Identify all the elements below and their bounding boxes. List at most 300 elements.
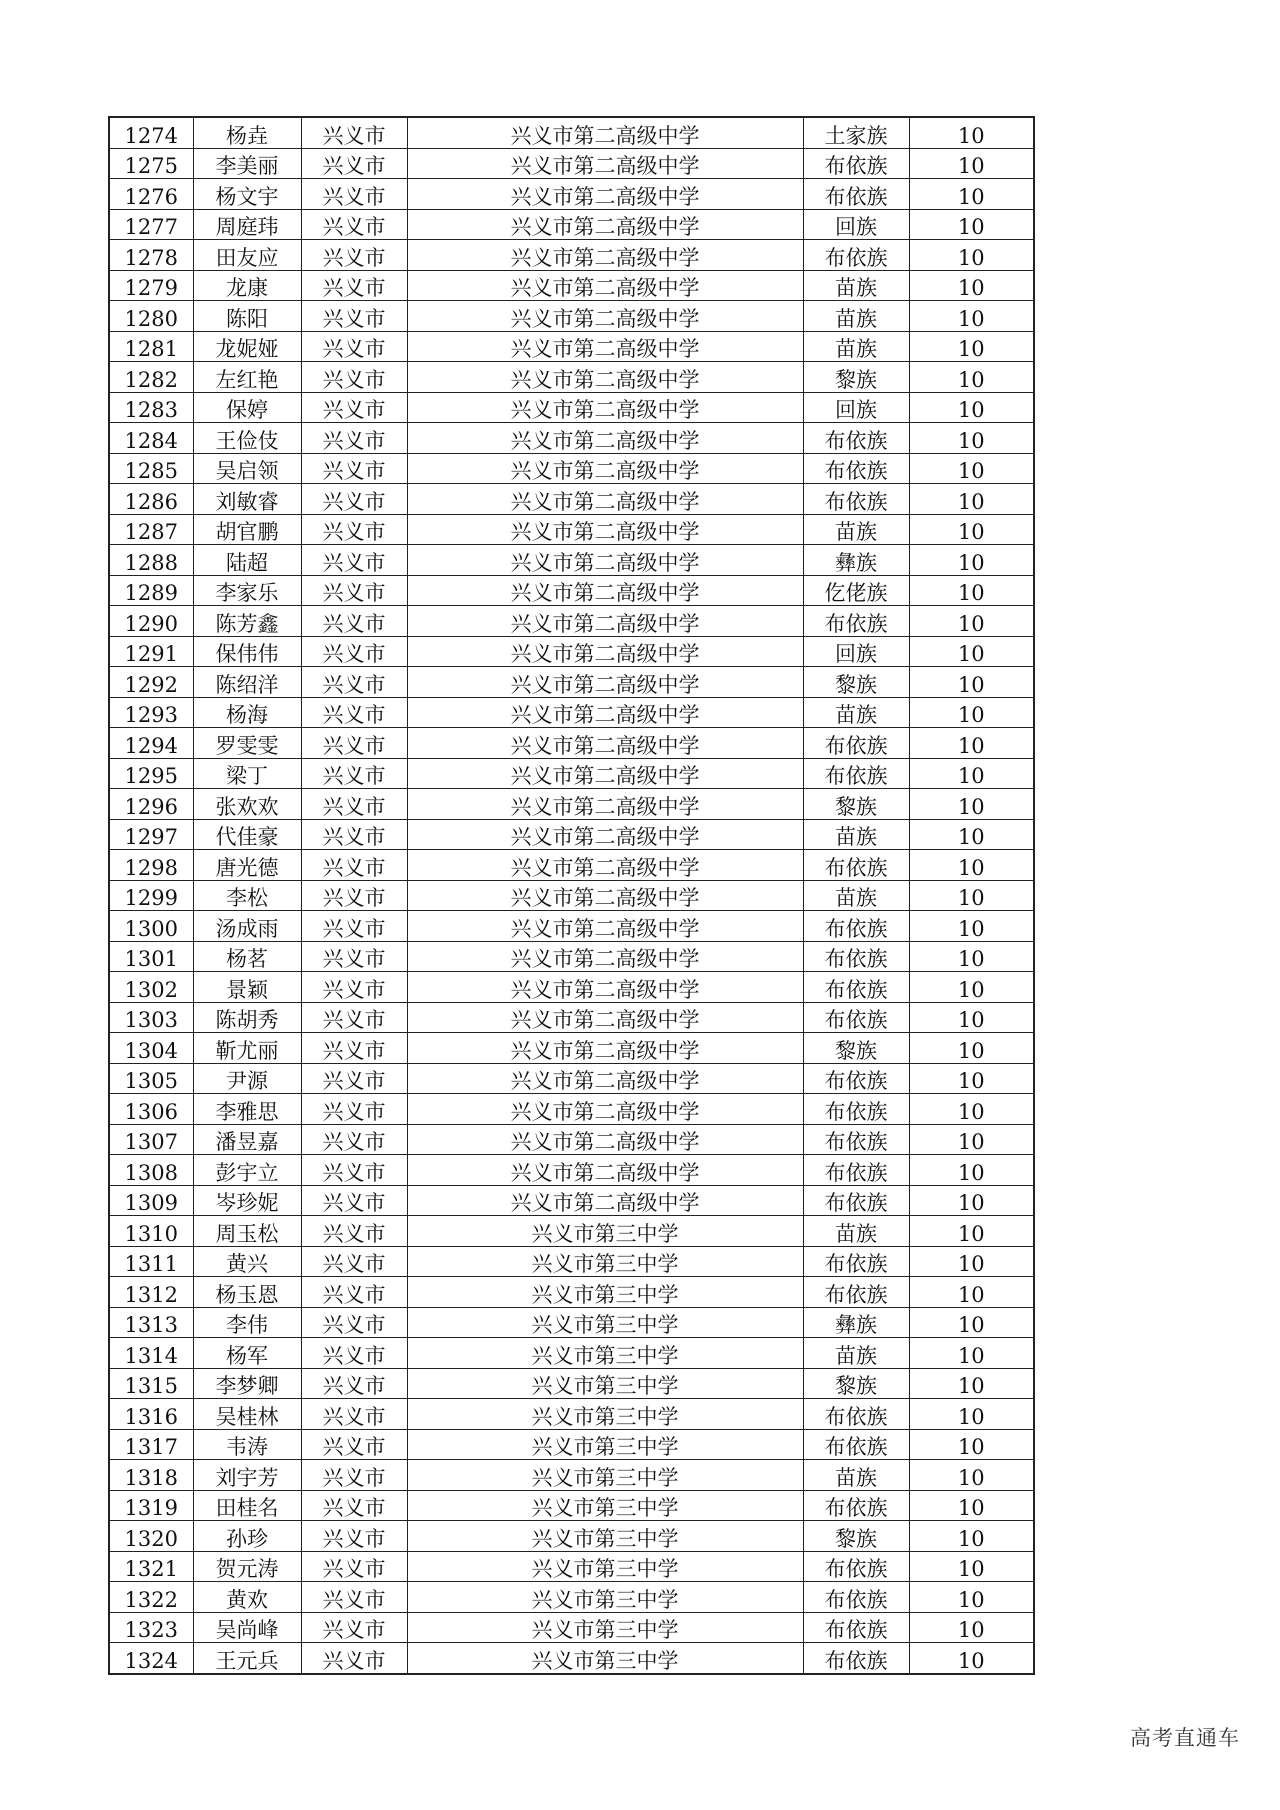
school-cell: 兴义市第二高级中学 (407, 148, 803, 179)
name-cell: 杨军 (193, 1338, 301, 1369)
score-cell: 10 (909, 758, 1034, 789)
ethnicity-cell: 布依族 (803, 941, 909, 972)
score-cell: 10 (909, 148, 1034, 179)
name-cell: 靳尤丽 (193, 1033, 301, 1064)
school-cell: 兴义市第二高级中学 (407, 1185, 803, 1216)
table-row (109, 1582, 1034, 1613)
index-cell: 1293 (109, 697, 193, 728)
table-row (109, 697, 1034, 728)
score-cell: 10 (909, 1399, 1034, 1430)
school-cell: 兴义市第二高级中学 (407, 545, 803, 576)
index-cell: 1321 (109, 1551, 193, 1582)
ethnicity-cell: 布依族 (803, 179, 909, 210)
index-cell: 1306 (109, 1094, 193, 1125)
name-cell: 吴尚峰 (193, 1612, 301, 1643)
name-cell: 吴桂林 (193, 1399, 301, 1430)
school-cell: 兴义市第二高级中学 (407, 972, 803, 1003)
score-cell: 10 (909, 270, 1034, 301)
score-cell: 10 (909, 789, 1034, 820)
name-cell: 唐光德 (193, 850, 301, 881)
roster-table-body (109, 117, 1034, 1674)
ethnicity-cell: 黎族 (803, 362, 909, 393)
name-cell: 胡官鹏 (193, 514, 301, 545)
score-cell: 10 (909, 1490, 1034, 1521)
score-cell: 10 (909, 850, 1034, 881)
county-cell: 兴义市 (301, 331, 407, 362)
table-row (109, 1094, 1034, 1125)
county-cell: 兴义市 (301, 575, 407, 606)
index-cell: 1296 (109, 789, 193, 820)
ethnicity-cell: 苗族 (803, 301, 909, 332)
index-cell: 1281 (109, 331, 193, 362)
score-cell: 10 (909, 1185, 1034, 1216)
table-row (109, 819, 1034, 850)
county-cell: 兴义市 (301, 1582, 407, 1613)
ethnicity-cell: 布依族 (803, 1612, 909, 1643)
ethnicity-cell: 黎族 (803, 667, 909, 698)
county-cell: 兴义市 (301, 240, 407, 271)
county-cell: 兴义市 (301, 1094, 407, 1125)
score-cell: 10 (909, 1429, 1034, 1460)
school-cell: 兴义市第二高级中学 (407, 941, 803, 972)
table-row (109, 484, 1034, 515)
ethnicity-cell: 苗族 (803, 1216, 909, 1247)
ethnicity-cell: 苗族 (803, 331, 909, 362)
watermark-text: 高考直通车 (1130, 1726, 1240, 1750)
name-cell: 黄兴 (193, 1246, 301, 1277)
score-cell: 10 (909, 392, 1034, 423)
ethnicity-cell: 苗族 (803, 1460, 909, 1491)
school-cell: 兴义市第三中学 (407, 1551, 803, 1582)
index-cell: 1275 (109, 148, 193, 179)
name-cell: 田友应 (193, 240, 301, 271)
ethnicity-cell: 布依族 (803, 1155, 909, 1186)
index-cell: 1280 (109, 301, 193, 332)
county-cell: 兴义市 (301, 1368, 407, 1399)
ethnicity-cell: 黎族 (803, 1368, 909, 1399)
ethnicity-cell: 布依族 (803, 240, 909, 271)
ethnicity-cell: 布依族 (803, 453, 909, 484)
ethnicity-cell: 仡佬族 (803, 575, 909, 606)
table-row (109, 1216, 1034, 1247)
ethnicity-cell: 布依族 (803, 1277, 909, 1308)
table-row (109, 1338, 1034, 1369)
index-cell: 1310 (109, 1216, 193, 1247)
school-cell: 兴义市第三中学 (407, 1246, 803, 1277)
table-row (109, 1277, 1034, 1308)
score-cell: 10 (909, 1246, 1034, 1277)
table-row (109, 1612, 1034, 1643)
school-cell: 兴义市第二高级中学 (407, 301, 803, 332)
index-cell: 1285 (109, 453, 193, 484)
ethnicity-cell: 布依族 (803, 758, 909, 789)
school-cell: 兴义市第二高级中学 (407, 911, 803, 942)
county-cell: 兴义市 (301, 850, 407, 881)
name-cell: 潘昱嘉 (193, 1124, 301, 1155)
index-cell: 1301 (109, 941, 193, 972)
table-row (109, 728, 1034, 759)
school-cell: 兴义市第二高级中学 (407, 1094, 803, 1125)
score-cell: 10 (909, 514, 1034, 545)
name-cell: 周玉松 (193, 1216, 301, 1247)
index-cell: 1318 (109, 1460, 193, 1491)
score-cell: 10 (909, 941, 1034, 972)
county-cell: 兴义市 (301, 392, 407, 423)
ethnicity-cell: 布依族 (803, 1094, 909, 1125)
name-cell: 陈阳 (193, 301, 301, 332)
index-cell: 1297 (109, 819, 193, 850)
table-row (109, 392, 1034, 423)
index-cell: 1279 (109, 270, 193, 301)
ethnicity-cell: 回族 (803, 636, 909, 667)
index-cell: 1300 (109, 911, 193, 942)
name-cell: 刘宇芳 (193, 1460, 301, 1491)
county-cell: 兴义市 (301, 514, 407, 545)
school-cell: 兴义市第二高级中学 (407, 362, 803, 393)
name-cell: 周庭玮 (193, 209, 301, 240)
ethnicity-cell: 布依族 (803, 1002, 909, 1033)
county-cell: 兴义市 (301, 179, 407, 210)
county-cell: 兴义市 (301, 697, 407, 728)
school-cell: 兴义市第二高级中学 (407, 179, 803, 210)
county-cell: 兴义市 (301, 972, 407, 1003)
county-cell: 兴义市 (301, 911, 407, 942)
school-cell: 兴义市第二高级中学 (407, 331, 803, 362)
index-cell: 1289 (109, 575, 193, 606)
name-cell: 杨玉恩 (193, 1277, 301, 1308)
name-cell: 龙康 (193, 270, 301, 301)
table-row (109, 758, 1034, 789)
table-row (109, 911, 1034, 942)
county-cell: 兴义市 (301, 1612, 407, 1643)
ethnicity-cell: 苗族 (803, 270, 909, 301)
table-row (109, 1643, 1034, 1674)
table-row (109, 850, 1034, 881)
school-cell: 兴义市第三中学 (407, 1429, 803, 1460)
table-row (109, 1307, 1034, 1338)
county-cell: 兴义市 (301, 1185, 407, 1216)
index-cell: 1286 (109, 484, 193, 515)
table-row (109, 941, 1034, 972)
school-cell: 兴义市第三中学 (407, 1643, 803, 1674)
index-cell: 1322 (109, 1582, 193, 1613)
ethnicity-cell: 回族 (803, 209, 909, 240)
name-cell: 陈绍洋 (193, 667, 301, 698)
county-cell: 兴义市 (301, 301, 407, 332)
county-cell: 兴义市 (301, 1429, 407, 1460)
score-cell: 10 (909, 117, 1034, 148)
table-row (109, 1185, 1034, 1216)
index-cell: 1294 (109, 728, 193, 759)
score-cell: 10 (909, 1582, 1034, 1613)
score-cell: 10 (909, 972, 1034, 1003)
name-cell: 陈芳鑫 (193, 606, 301, 637)
table-row (109, 636, 1034, 667)
score-cell: 10 (909, 301, 1034, 332)
ethnicity-cell: 苗族 (803, 1338, 909, 1369)
score-cell: 10 (909, 362, 1034, 393)
school-cell: 兴义市第二高级中学 (407, 728, 803, 759)
score-cell: 10 (909, 1368, 1034, 1399)
name-cell: 李美丽 (193, 148, 301, 179)
county-cell: 兴义市 (301, 1521, 407, 1552)
table-row (109, 1155, 1034, 1186)
score-cell: 10 (909, 1460, 1034, 1491)
school-cell: 兴义市第二高级中学 (407, 1124, 803, 1155)
index-cell: 1295 (109, 758, 193, 789)
index-cell: 1287 (109, 514, 193, 545)
school-cell: 兴义市第二高级中学 (407, 209, 803, 240)
table-row (109, 667, 1034, 698)
index-cell: 1303 (109, 1002, 193, 1033)
county-cell: 兴义市 (301, 117, 407, 148)
name-cell: 孙珍 (193, 1521, 301, 1552)
name-cell: 彭宇立 (193, 1155, 301, 1186)
name-cell: 杨茗 (193, 941, 301, 972)
table-row (109, 972, 1034, 1003)
name-cell: 吴启领 (193, 453, 301, 484)
school-cell: 兴义市第二高级中学 (407, 1002, 803, 1033)
ethnicity-cell: 布依族 (803, 1551, 909, 1582)
name-cell: 贺元涛 (193, 1551, 301, 1582)
table-row (109, 209, 1034, 240)
county-cell: 兴义市 (301, 1643, 407, 1674)
county-cell: 兴义市 (301, 1460, 407, 1491)
school-cell: 兴义市第三中学 (407, 1338, 803, 1369)
school-cell: 兴义市第二高级中学 (407, 880, 803, 911)
score-cell: 10 (909, 667, 1034, 698)
county-cell: 兴义市 (301, 484, 407, 515)
score-cell: 10 (909, 1338, 1034, 1369)
school-cell: 兴义市第二高级中学 (407, 117, 803, 148)
score-cell: 10 (909, 209, 1034, 240)
school-cell: 兴义市第三中学 (407, 1521, 803, 1552)
score-cell: 10 (909, 1216, 1034, 1247)
table-row (109, 453, 1034, 484)
table-row (109, 1490, 1034, 1521)
score-cell: 10 (909, 911, 1034, 942)
ethnicity-cell: 回族 (803, 392, 909, 423)
index-cell: 1283 (109, 392, 193, 423)
index-cell: 1307 (109, 1124, 193, 1155)
ethnicity-cell: 布依族 (803, 1490, 909, 1521)
index-cell: 1277 (109, 209, 193, 240)
index-cell: 1319 (109, 1490, 193, 1521)
score-cell: 10 (909, 1094, 1034, 1125)
index-cell: 1324 (109, 1643, 193, 1674)
index-cell: 1314 (109, 1338, 193, 1369)
score-cell: 10 (909, 819, 1034, 850)
name-cell: 刘敏睿 (193, 484, 301, 515)
school-cell: 兴义市第二高级中学 (407, 789, 803, 820)
index-cell: 1291 (109, 636, 193, 667)
school-cell: 兴义市第二高级中学 (407, 392, 803, 423)
county-cell: 兴义市 (301, 1307, 407, 1338)
table-row (109, 514, 1034, 545)
county-cell: 兴义市 (301, 362, 407, 393)
county-cell: 兴义市 (301, 1002, 407, 1033)
county-cell: 兴义市 (301, 880, 407, 911)
score-cell: 10 (909, 240, 1034, 271)
name-cell: 保婷 (193, 392, 301, 423)
county-cell: 兴义市 (301, 1338, 407, 1369)
school-cell: 兴义市第二高级中学 (407, 667, 803, 698)
school-cell: 兴义市第二高级中学 (407, 758, 803, 789)
name-cell: 罗雯雯 (193, 728, 301, 759)
index-cell: 1278 (109, 240, 193, 271)
school-cell: 兴义市第三中学 (407, 1277, 803, 1308)
name-cell: 景颖 (193, 972, 301, 1003)
school-cell: 兴义市第二高级中学 (407, 1063, 803, 1094)
index-cell: 1320 (109, 1521, 193, 1552)
school-cell: 兴义市第二高级中学 (407, 484, 803, 515)
index-cell: 1305 (109, 1063, 193, 1094)
ethnicity-cell: 苗族 (803, 697, 909, 728)
name-cell: 王元兵 (193, 1643, 301, 1674)
table-row (109, 1246, 1034, 1277)
county-cell: 兴义市 (301, 1033, 407, 1064)
county-cell: 兴义市 (301, 270, 407, 301)
school-cell: 兴义市第二高级中学 (407, 697, 803, 728)
roster-table (108, 116, 1035, 1675)
table-row (109, 331, 1034, 362)
index-cell: 1304 (109, 1033, 193, 1064)
index-cell: 1282 (109, 362, 193, 393)
table-row (109, 1063, 1034, 1094)
index-cell: 1308 (109, 1155, 193, 1186)
county-cell: 兴义市 (301, 758, 407, 789)
score-cell: 10 (909, 1551, 1034, 1582)
county-cell: 兴义市 (301, 1124, 407, 1155)
name-cell: 黄欢 (193, 1582, 301, 1613)
school-cell: 兴义市第三中学 (407, 1460, 803, 1491)
score-cell: 10 (909, 331, 1034, 362)
ethnicity-cell: 布依族 (803, 423, 909, 454)
ethnicity-cell: 布依族 (803, 1429, 909, 1460)
index-cell: 1292 (109, 667, 193, 698)
table-row (109, 1460, 1034, 1491)
county-cell: 兴义市 (301, 545, 407, 576)
score-cell: 10 (909, 453, 1034, 484)
ethnicity-cell: 布依族 (803, 911, 909, 942)
score-cell: 10 (909, 1033, 1034, 1064)
ethnicity-cell: 布依族 (803, 1399, 909, 1430)
school-cell: 兴义市第三中学 (407, 1368, 803, 1399)
index-cell: 1288 (109, 545, 193, 576)
score-cell: 10 (909, 1124, 1034, 1155)
index-cell: 1312 (109, 1277, 193, 1308)
index-cell: 1299 (109, 880, 193, 911)
county-cell: 兴义市 (301, 423, 407, 454)
county-cell: 兴义市 (301, 148, 407, 179)
index-cell: 1290 (109, 606, 193, 637)
school-cell: 兴义市第二高级中学 (407, 453, 803, 484)
table-row (109, 1002, 1034, 1033)
table-row (109, 270, 1034, 301)
county-cell: 兴义市 (301, 453, 407, 484)
table-row (109, 1429, 1034, 1460)
school-cell: 兴义市第二高级中学 (407, 423, 803, 454)
index-cell: 1315 (109, 1368, 193, 1399)
ethnicity-cell: 彝族 (803, 545, 909, 576)
school-cell: 兴义市第二高级中学 (407, 514, 803, 545)
ethnicity-cell: 土家族 (803, 117, 909, 148)
county-cell: 兴义市 (301, 606, 407, 637)
index-cell: 1311 (109, 1246, 193, 1277)
county-cell: 兴义市 (301, 636, 407, 667)
score-cell: 10 (909, 1155, 1034, 1186)
county-cell: 兴义市 (301, 667, 407, 698)
index-cell: 1317 (109, 1429, 193, 1460)
ethnicity-cell: 布依族 (803, 606, 909, 637)
ethnicity-cell: 布依族 (803, 1246, 909, 1277)
school-cell: 兴义市第二高级中学 (407, 606, 803, 637)
name-cell: 保伟伟 (193, 636, 301, 667)
ethnicity-cell: 苗族 (803, 514, 909, 545)
table-row (109, 423, 1034, 454)
score-cell: 10 (909, 1643, 1034, 1674)
name-cell: 李梦卿 (193, 1368, 301, 1399)
table-row (109, 575, 1034, 606)
table-row (109, 362, 1034, 393)
index-cell: 1316 (109, 1399, 193, 1430)
score-cell: 10 (909, 697, 1034, 728)
ethnicity-cell: 布依族 (803, 1124, 909, 1155)
ethnicity-cell: 布依族 (803, 1643, 909, 1674)
table-row (109, 179, 1034, 210)
ethnicity-cell: 黎族 (803, 1521, 909, 1552)
score-cell: 10 (909, 545, 1034, 576)
school-cell: 兴义市第三中学 (407, 1307, 803, 1338)
score-cell: 10 (909, 423, 1034, 454)
ethnicity-cell: 黎族 (803, 1033, 909, 1064)
index-cell: 1323 (109, 1612, 193, 1643)
ethnicity-cell: 布依族 (803, 850, 909, 881)
name-cell: 李雅思 (193, 1094, 301, 1125)
name-cell: 陆超 (193, 545, 301, 576)
index-cell: 1309 (109, 1185, 193, 1216)
ethnicity-cell: 布依族 (803, 484, 909, 515)
ethnicity-cell: 布依族 (803, 1063, 909, 1094)
ethnicity-cell: 彝族 (803, 1307, 909, 1338)
table-row (109, 1551, 1034, 1582)
name-cell: 张欢欢 (193, 789, 301, 820)
name-cell: 梁丁 (193, 758, 301, 789)
score-cell: 10 (909, 606, 1034, 637)
school-cell: 兴义市第二高级中学 (407, 240, 803, 271)
name-cell: 尹源 (193, 1063, 301, 1094)
school-cell: 兴义市第三中学 (407, 1582, 803, 1613)
table-row (109, 301, 1034, 332)
county-cell: 兴义市 (301, 1063, 407, 1094)
score-cell: 10 (909, 179, 1034, 210)
school-cell: 兴义市第二高级中学 (407, 1033, 803, 1064)
score-cell: 10 (909, 1063, 1034, 1094)
school-cell: 兴义市第三中学 (407, 1490, 803, 1521)
county-cell: 兴义市 (301, 1490, 407, 1521)
name-cell: 王俭伎 (193, 423, 301, 454)
ethnicity-cell: 苗族 (803, 880, 909, 911)
name-cell: 田桂名 (193, 1490, 301, 1521)
name-cell: 左红艳 (193, 362, 301, 393)
index-cell: 1274 (109, 117, 193, 148)
name-cell: 杨文宇 (193, 179, 301, 210)
ethnicity-cell: 布依族 (803, 972, 909, 1003)
county-cell: 兴义市 (301, 1155, 407, 1186)
ethnicity-cell: 布依族 (803, 728, 909, 759)
county-cell: 兴义市 (301, 209, 407, 240)
county-cell: 兴义市 (301, 819, 407, 850)
